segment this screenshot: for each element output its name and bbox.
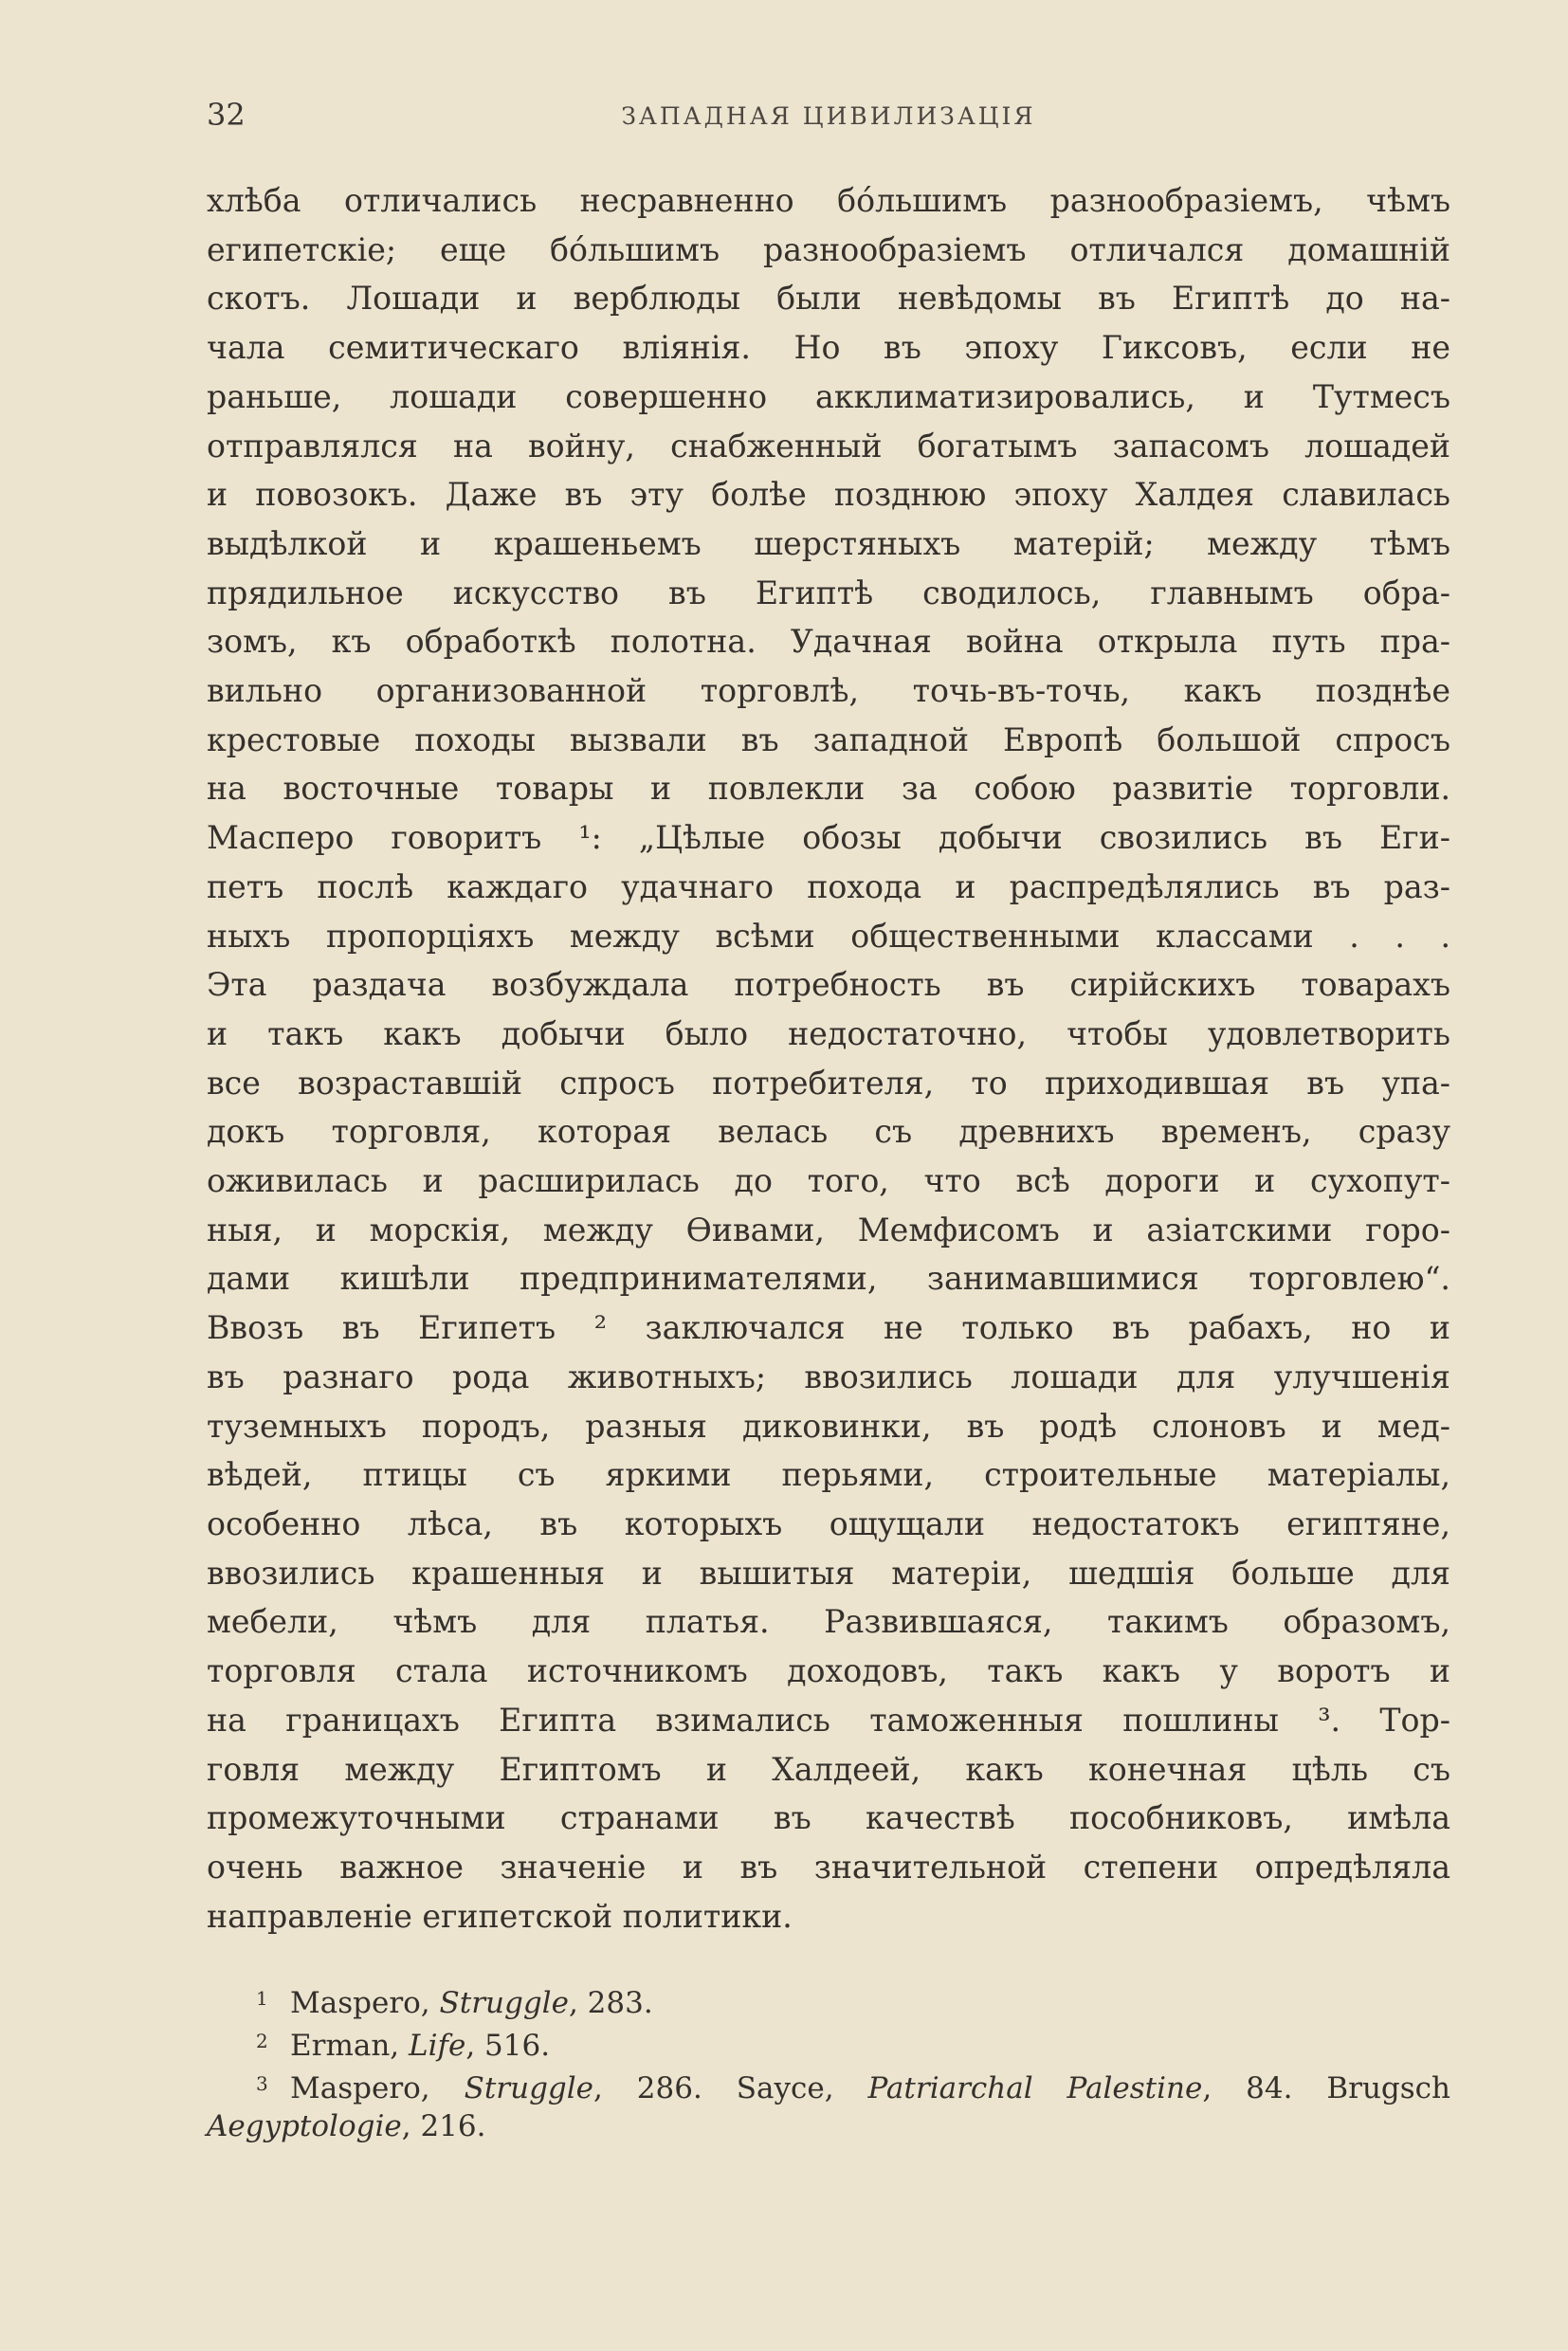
footnote-number: 3 xyxy=(256,2072,268,2095)
text-line: Масперо говоритъ ¹: „Цѣлые обозы добычи свозились въ Еги- xyxy=(207,819,1450,857)
text-line: и такъ какъ добычи было недостаточно, чтобы удовлетворить xyxy=(207,1014,1450,1052)
footnote-work: Struggle xyxy=(464,2071,594,2105)
footnote-pages: , 516. xyxy=(465,2029,551,2063)
running-head: ЗАПАДНАЯ ЦИВИЛИЗАЦІЯ xyxy=(621,102,1036,130)
text-line: крестовые походы вызвали въ западной Европѣ большой спросъ xyxy=(207,720,1450,758)
footnote-author: Maspero, xyxy=(290,1986,440,2020)
footnote-work: Patriarchal Palestine xyxy=(867,2071,1203,2105)
text-line: дами кишѣли предпринимателями, занимавшимися торговлею“. xyxy=(207,1260,1450,1298)
text-line: особенно лѣса, въ которыхъ ощущали недостатокъ египтяне, xyxy=(207,1504,1450,1542)
text-line: мебели, чѣмъ для платья. Развившаяся, такимъ образомъ, xyxy=(207,1603,1450,1641)
text-line: на восточные товары и повлекли за собою развитіе торговли. xyxy=(207,770,1450,808)
text-line: направленіе египетской политики. xyxy=(207,1897,793,1935)
text-line: ныя, и морскія, между Ѳивами, Мемфисомъ и азіатскими горо- xyxy=(207,1211,1450,1248)
text-line: петъ послѣ каждаго удачнаго похода и распредѣлялись въ раз- xyxy=(207,867,1450,905)
text-line: оживилась и расширилась до того, что всѣ дороги и сухопут- xyxy=(207,1162,1450,1200)
text-line: ныхъ пропорціяхъ между всѣми общественными классами . . . xyxy=(207,917,1450,955)
text-line: торговля стала источникомъ доходовъ, такъ какъ у воротъ и xyxy=(207,1652,1450,1690)
text-line: чала семитическаго вліянія. Но въ эпоху Гиксовъ, если не xyxy=(207,329,1450,367)
text-line: въ разнаго рода животныхъ; ввозились лошади для улучшенія xyxy=(207,1358,1450,1395)
text-line: все возраставшій спросъ потребителя, то приходившая въ упа- xyxy=(207,1064,1450,1102)
text-line: на границахъ Египта взимались таможенныя пошлины ³. Тор- xyxy=(207,1701,1450,1739)
text-line: раньше, лошади совершенно акклиматизировались, и Тутмесъ xyxy=(207,377,1450,415)
text-line: прядильное искусство въ Египтѣ сводилось, главнымъ обра- xyxy=(207,574,1450,611)
footnotes xyxy=(207,1979,1450,2145)
text-line: выдѣлкой и крашеньемъ шерстяныхъ матерій; между тѣмъ xyxy=(207,524,1450,562)
page-header xyxy=(207,95,1450,142)
footnote-text: , 286. Sayce, xyxy=(593,2071,868,2105)
text-line: хлѣба отличались несравненно бóльшимъ разнообразіемъ, чѣмъ xyxy=(207,182,1450,219)
footnote-text: , 84. Brugsch xyxy=(1202,2071,1451,2105)
text-line: промежуточными странами въ качествѣ пособниковъ, имѣла xyxy=(207,1799,1450,1837)
text-line: зомъ, къ обработкѣ полотна. Удачная война открыла путь пра- xyxy=(207,623,1450,661)
text-line: ввозились крашенныя и вышитыя матеріи, шедшія больше для xyxy=(207,1554,1450,1592)
text-line: докъ торговля, которая велась съ древнихъ временъ, сразу xyxy=(207,1113,1450,1151)
footnote-work: Struggle xyxy=(439,1986,569,2020)
footnote-work: Life xyxy=(409,2029,466,2063)
footnote-number: 1 xyxy=(256,1987,268,2010)
text-line: туземныхъ породъ, разныя диковинки, въ родѣ слоновъ и мед- xyxy=(207,1407,1450,1445)
footnote-3-continued xyxy=(207,2107,1450,2145)
footnote-pages: , 283. xyxy=(568,1986,653,2020)
text-line: Ввозъ въ Египетъ ² заключался не только въ рабахъ, но и xyxy=(207,1309,1450,1347)
text-line: отправлялся на войну, снабженный богатымъ запасомъ лошадей xyxy=(207,427,1450,465)
page-number: 32 xyxy=(207,97,246,133)
footnote-2 xyxy=(207,2022,1450,2065)
text-line: и повозокъ. Даже въ эту болѣе позднюю эпоху Халдея славилась xyxy=(207,476,1450,514)
footnote-1 xyxy=(207,1979,1450,2022)
text-line: египетскіе; еще бóльшимъ разнообразіемъ отличался домашній xyxy=(207,230,1450,268)
footnote-author: Maspero, xyxy=(290,2071,465,2105)
text-line: скотъ. Лошади и верблюды были невѣдомы въ Египтѣ до на- xyxy=(207,280,1450,318)
text-line: вѣдей, птицы съ яркими перьями, строительные матеріалы, xyxy=(207,1456,1450,1494)
footnote-author: Erman, xyxy=(290,2029,409,2063)
footnote-3 xyxy=(207,2065,1450,2107)
footnote-work: Aegyptologie xyxy=(207,2109,402,2143)
footnote-text: , 216. xyxy=(401,2109,486,2143)
text-line: говля между Египтомъ и Халдеей, какъ конечная цѣль съ xyxy=(207,1750,1450,1788)
text-line: Эта раздача возбуждала потребность въ сирійскихъ товарахъ xyxy=(207,966,1450,1004)
text-line: вильно организованной торговлѣ, точь-въ-точь, какъ позднѣе xyxy=(207,672,1450,710)
body-text xyxy=(207,176,1450,1941)
footnote-number: 2 xyxy=(256,2030,268,2052)
text-line: очень важное значеніе и въ значительной степени опредѣляла xyxy=(207,1848,1450,1886)
